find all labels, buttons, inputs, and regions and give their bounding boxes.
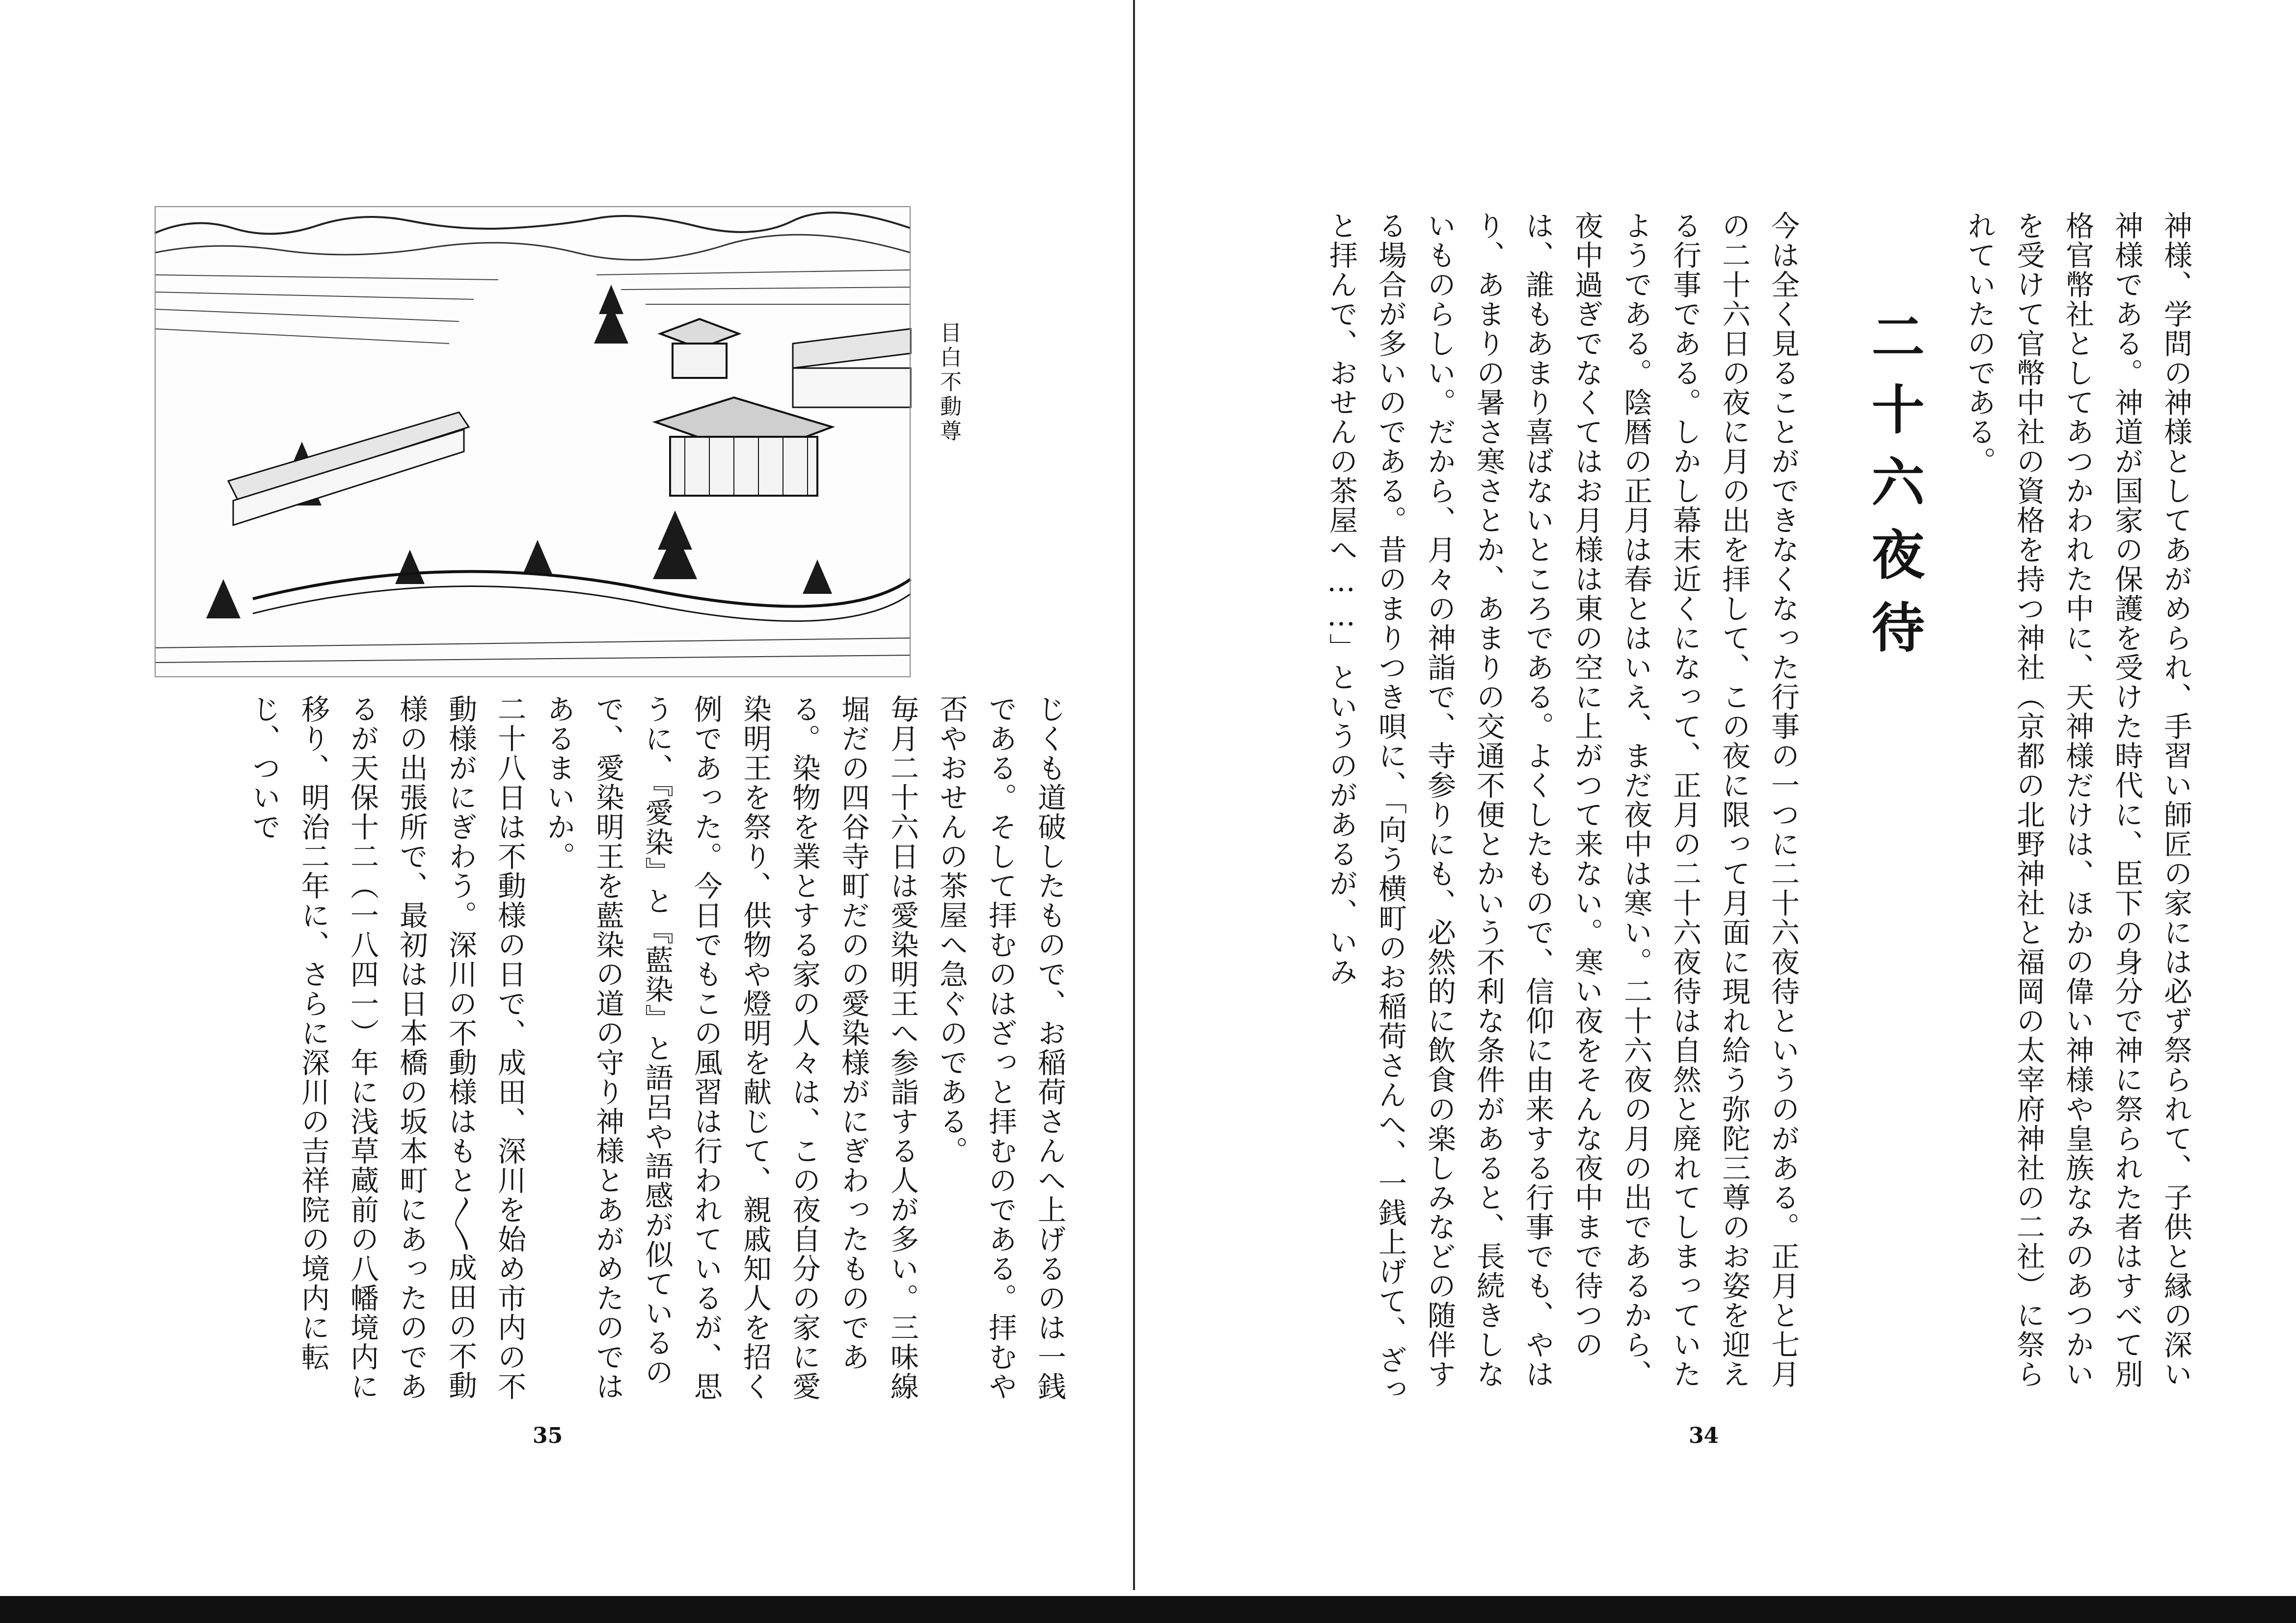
illustration-caption: 目白不動尊 <box>936 321 961 444</box>
paragraph: 今は全く見ることができなくなった行事の一つに二十六夜待というのがある。正月と七月の二十六日の夜に月の出を拝して、この夜に限って月面に現れ給う弥陀三尊のお姿を迎える行事である。しかし幕末近くになって、正月の二十六夜待は自然と廃れてしまっていたようである。陰暦の正月は春とはいえ、まだ夜中は寒い。二十六夜の月の出であるから、夜中過ぎでなくてはお月様は東の空に上がつて来ない。寒い夜をそんな夜中まで待つのは、誰もあまり喜ばないところである。よくしたもので、信仰に由来する行事でも、やはり、あまりの暑さ寒さとか、あまりの交通不便とかいう不利な条件があると、長続きしないものらしい。だから、月々の神詣で、寺参りにも、必然的に飲食の楽しみなどの随伴する場合が多いのである。昔のまりつき唄に、「向う横町のお稲荷さんへ、一銭上げて、ざっと拝んで、おせんの茶屋へ……」というのがあるが、いみ <box>1324 211 1800 1404</box>
section-heading: 二十六夜待 <box>1863 309 1924 672</box>
paragraph: 二十八日は不動様の日で、成田、深川を始め市内の不動様がにぎわう。深川の不動様はもと〳〵成田の不動様の出張所で、最初は日本橋の坂本町にあったのであるが天保十二（一八四一）年に浅草蔵前の八幡境内に移り、明治二年に、さらに深川の吉祥院の境内に転じ、ついで <box>247 694 526 1401</box>
left-page <box>0 0 1133 1590</box>
page-number: 35 <box>533 1423 563 1448</box>
paragraph: じくも道破したもので、お稲荷さんへ上げるのは一銭である。そして拝むのはざっと拝むのである。拝むや否やおせんの茶屋へ急ぐのである。 <box>935 694 1066 1401</box>
right-page <box>1135 0 2296 1590</box>
paragraph: 神様、学問の神様としてあがめられ、手習い師匠の家には必ず祭られて、子供と縁の深い神様である。神道が国家の保護を受けた時代に、臣下の身分で神に祭られた者はすべて別格官幣社としてあつかわれた中に、天神様だけは、ほかの偉い神様や皇族なみのあつかいを受けて官幣中社の資格を持つ神社（京都の北野神社と福岡の太宰府神社の二社）に祭られていたのである。 <box>1963 211 2192 1389</box>
temple-woodcut-illustration <box>155 206 911 677</box>
page-number: 34 <box>1689 1423 1719 1448</box>
paragraph: 毎月二十六日は愛染明王へ参詣する人が多い。三味線堀だの四谷寺町だのの愛染様がにぎわったものである。染物を業とする家の人々は、この夜自分の家に愛染明王を祭り、供物や燈明を献じて、親戚知人を招く例であった。今日でもこの風習は行われているが、思うに、『愛染』と『藍染』と語呂や語感が似ているので、愛染明王を藍染の道の守り神様とあがめたのではあるまいか。 <box>542 694 919 1401</box>
left-page-body <box>210 694 1074 1426</box>
scan-edge-shadow <box>0 1596 2296 1623</box>
right-page-body <box>1324 211 2200 1409</box>
